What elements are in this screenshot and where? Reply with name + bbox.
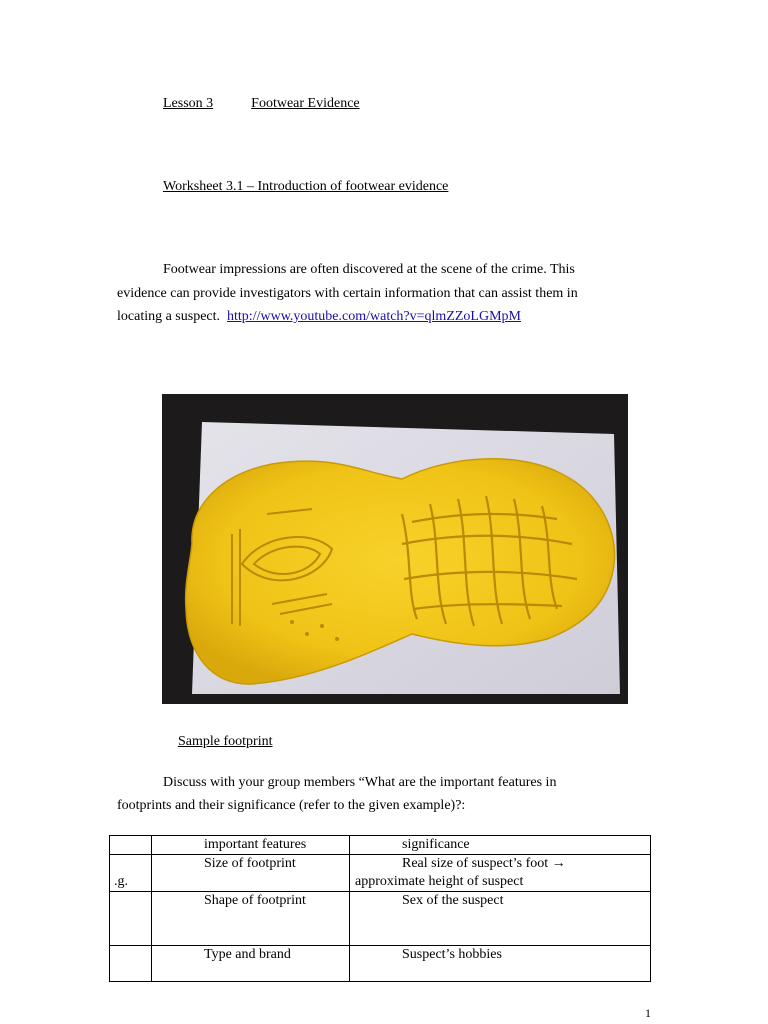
row-marker-cell [110, 892, 152, 946]
worksheet-title: Worksheet 3.1 – Introduction of footwear evidence [163, 179, 449, 194]
row-feature-cell [152, 946, 350, 982]
row-feature-cell [152, 892, 350, 946]
row-significance-cell [350, 892, 651, 946]
page-number: 1 [645, 1006, 651, 1020]
intro-line-2: evidence can provide investigators with certain information that can assist them in [117, 286, 578, 301]
row-significance-1: Real size of suspect’s foot → [402, 856, 566, 871]
features-table [109, 835, 651, 982]
table-row [110, 855, 651, 892]
table-row [110, 892, 651, 946]
lesson-title: Footwear Evidence [251, 96, 360, 111]
footprint-photo [162, 394, 628, 704]
header-marker-cell [110, 836, 152, 855]
row-feature: Type and brand [204, 947, 291, 962]
row-feature: Shape of footprint [204, 893, 306, 908]
row-feature-cell [152, 855, 350, 892]
header-feature: important features [204, 837, 307, 852]
row-marker-cell [110, 946, 152, 982]
row-feature: Size of footprint [204, 856, 296, 871]
row-significance-1: Suspect’s hobbies [402, 947, 502, 962]
lesson-number: Lesson 3 [163, 96, 214, 111]
table-header-row [110, 836, 651, 855]
header-feature-cell [152, 836, 350, 855]
intro-line-3: locating a suspect. [117, 309, 221, 324]
row-significance-2: approximate height of suspect [355, 874, 524, 889]
intro-line-1: Footwear impressions are often discovered at the scene of the crime. This [163, 262, 575, 277]
row-significance-1: Sex of the suspect [402, 893, 504, 908]
row-significance-cell [350, 855, 651, 892]
discussion-line-1: Discuss with your group members “What are the important features in [163, 775, 557, 790]
header-significance-cell [350, 836, 651, 855]
intro-line-3-wrap [117, 309, 521, 325]
row-marker-cell [110, 855, 152, 892]
discussion-line-2: footprints and their significance (refer to the given example)?: [117, 798, 466, 813]
row-marker: .g. [114, 874, 128, 889]
row-significance-cell [350, 946, 651, 982]
youtube-link[interactable]: http://www.youtube.com/watch?v=qlmZZoLGMpM [227, 309, 521, 324]
header-significance: significance [402, 837, 470, 852]
lesson-heading [163, 96, 360, 112]
footprint-illustration [162, 394, 628, 704]
figure-caption: Sample footprint [178, 734, 273, 749]
table-row [110, 946, 651, 982]
